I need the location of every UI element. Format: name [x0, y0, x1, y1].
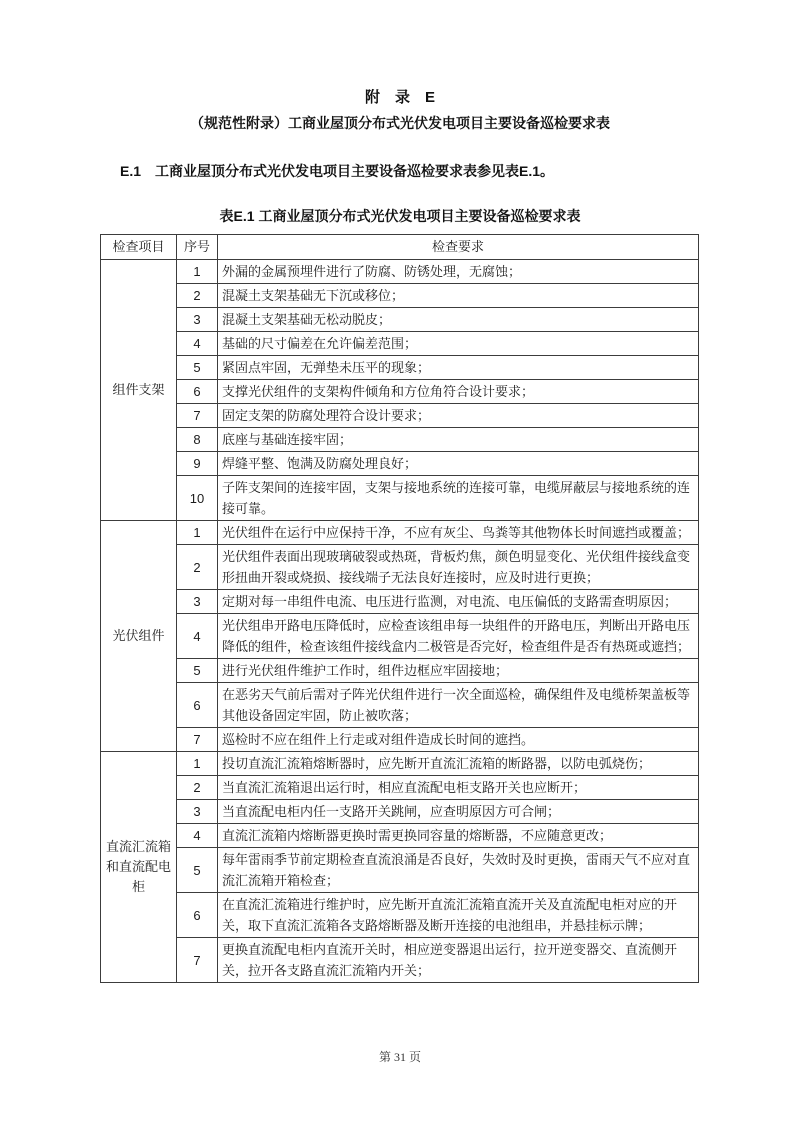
requirement-cell: 固定支架的防腐处理符合设计要求；	[218, 404, 699, 428]
row-number-cell: 1	[177, 521, 218, 545]
requirement-cell: 混凝土支架基础无松动脱皮；	[218, 308, 699, 332]
requirement-cell: 光伏组件在运行中应保持干净，不应有灰尘、鸟粪等其他物体长时间遮挡或覆盖；	[218, 521, 699, 545]
requirement-cell: 定期对每一串组件电流、电压进行监测，对电流、电压偏低的支路需查明原因；	[218, 590, 699, 614]
requirement-cell: 当直流汇流箱退出运行时，相应直流配电柜支路开关也应断开；	[218, 776, 699, 800]
requirement-cell: 底座与基础连接牢固；	[218, 428, 699, 452]
requirement-cell: 焊缝平整、饱满及防腐处理良好；	[218, 452, 699, 476]
table-row	[101, 683, 699, 728]
requirement-cell: 支撑光伏组件的支架构件倾角和方位角符合设计要求；	[218, 380, 699, 404]
row-number-cell: 4	[177, 614, 218, 659]
requirement-cell: 在恶劣天气前后需对子阵光伏组件进行一次全面巡检，确保组件及电缆桥架盖板等其他设备固定牢固，防止被吹落；	[218, 683, 699, 728]
requirement-cell: 子阵支架间的连接牢固，支架与接地系统的连接可靠，电缆屏蔽层与接地系统的连接可靠。	[218, 476, 699, 521]
requirement-cell: 更换直流配电柜内直流开关时，相应逆变器退出运行，拉开逆变器交、直流侧开关，拉开各支路直流汇流箱内开关；	[218, 938, 699, 983]
table-row	[101, 614, 699, 659]
table-row	[101, 590, 699, 614]
requirement-cell: 光伏组串开路电压降低时，应检查该组串每一块组件的开路电压，判断出开路电压降低的组件，检查该组件接线盒内二极管是否完好，检查组件是否有热斑或遮挡；	[218, 614, 699, 659]
row-number-cell: 5	[177, 356, 218, 380]
table-row	[101, 428, 699, 452]
table-header-row	[101, 235, 699, 260]
table-caption: 表E.1 工商业屋顶分布式光伏发电项目主要设备巡检要求表	[219, 208, 581, 224]
intro-text: 工商业屋顶分布式光伏发电项目主要设备巡检要求表参见表E.1。	[155, 163, 555, 179]
table-row	[101, 284, 699, 308]
row-number-cell: 2	[177, 776, 218, 800]
table-row	[101, 659, 699, 683]
table-row	[101, 260, 699, 284]
category-cell: 光伏组件	[101, 521, 177, 752]
requirement-cell: 巡检时不应在组件上行走或对组件造成长时间的遮挡。	[218, 728, 699, 752]
row-number-cell: 2	[177, 545, 218, 590]
row-number-cell: 1	[177, 260, 218, 284]
table-row	[101, 332, 699, 356]
table-row	[101, 356, 699, 380]
table-row	[101, 938, 699, 983]
requirement-cell: 外漏的金属预埋件进行了防腐、防锈处理，无腐蚀；	[218, 260, 699, 284]
table-row	[101, 893, 699, 938]
column-header: 序号	[177, 235, 218, 260]
requirement-cell: 混凝土支架基础无下沉或移位；	[218, 284, 699, 308]
requirement-cell: 基础的尺寸偏差在允许偏差范围；	[218, 332, 699, 356]
row-number-cell: 7	[177, 938, 218, 983]
table-row	[101, 308, 699, 332]
category-cell: 直流汇流箱和直流配电柜	[101, 752, 177, 983]
table-row	[101, 776, 699, 800]
table-row	[101, 848, 699, 893]
requirement-cell: 进行光伏组件维护工作时，组件边框应牢固接地；	[218, 659, 699, 683]
page-number: 第 31 页	[378, 1050, 421, 1064]
row-number-cell: 3	[177, 308, 218, 332]
row-number-cell: 10	[177, 476, 218, 521]
row-number-cell: 6	[177, 893, 218, 938]
row-number-cell: 7	[177, 728, 218, 752]
intro-paragraph	[100, 162, 700, 181]
column-header: 检查项目	[101, 235, 177, 260]
table-row	[101, 476, 699, 521]
row-number-cell: 4	[177, 824, 218, 848]
table-row	[101, 728, 699, 752]
inspection-requirements-table	[100, 234, 699, 983]
row-number-cell: 2	[177, 284, 218, 308]
category-cell: 组件支架	[101, 260, 177, 521]
requirement-cell: 光伏组件表面出现玻璃破裂或热斑，背板灼焦，颜色明显变化、光伏组件接线盒变形扭曲开裂或烧损、接线端子无法良好连接时，应及时进行更换；	[218, 545, 699, 590]
appendix-subtitle: （规范性附录）工商业屋顶分布式光伏发电项目主要设备巡检要求表	[190, 115, 610, 131]
table-row	[101, 404, 699, 428]
table-row	[101, 800, 699, 824]
table-row	[101, 452, 699, 476]
table-row	[101, 752, 699, 776]
requirement-cell: 当直流配电柜内任一支路开关跳闸，应查明原因方可合闸；	[218, 800, 699, 824]
intro-clause-number: E.1	[120, 163, 142, 179]
row-number-cell: 3	[177, 590, 218, 614]
row-number-cell: 8	[177, 428, 218, 452]
requirement-cell: 每年雷雨季节前定期检查直流浪涌是否良好，失效时及时更换，雷雨天气不应对直流汇流箱开箱检查；	[218, 848, 699, 893]
table-row	[101, 824, 699, 848]
row-number-cell: 6	[177, 683, 218, 728]
appendix-title: 附 录 E	[364, 89, 435, 106]
row-number-cell: 5	[177, 659, 218, 683]
row-number-cell: 3	[177, 800, 218, 824]
requirement-cell: 在直流汇流箱进行维护时，应先断开直流汇流箱直流开关及直流配电柜对应的开关，取下直流汇流箱各支路熔断器及断开连接的电池组串，并悬挂标示牌；	[218, 893, 699, 938]
row-number-cell: 1	[177, 752, 218, 776]
requirement-cell: 直流汇流箱内熔断器更换时需更换同容量的熔断器，不应随意更改；	[218, 824, 699, 848]
column-header: 检查要求	[218, 235, 699, 260]
row-number-cell: 7	[177, 404, 218, 428]
requirement-cell: 投切直流汇流箱熔断器时，应先断开直流汇流箱的断路器，以防电弧烧伤；	[218, 752, 699, 776]
row-number-cell: 4	[177, 332, 218, 356]
table-row	[101, 380, 699, 404]
requirement-cell: 紧固点牢固，无弹垫未压平的现象；	[218, 356, 699, 380]
table-row	[101, 545, 699, 590]
row-number-cell: 6	[177, 380, 218, 404]
row-number-cell: 9	[177, 452, 218, 476]
row-number-cell: 5	[177, 848, 218, 893]
table-row	[101, 521, 699, 545]
